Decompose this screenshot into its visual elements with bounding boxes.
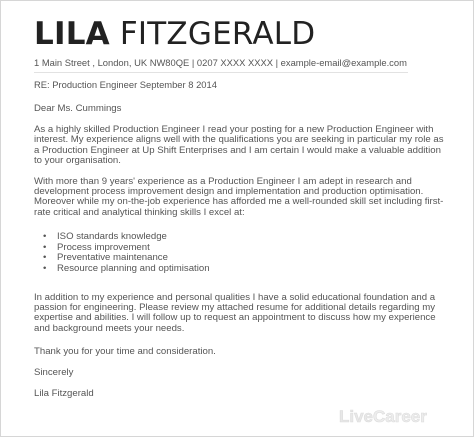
paragraph-line: With more than 9 years' experience as a Production Engineer I am adept in research and: [34, 175, 412, 187]
contact-line: 1 Main Street , London, UK NW80QE | 0207 XXXX XXXX | example-email@example.com: [34, 57, 408, 73]
skill-label: Resource planning and optimisation: [57, 263, 210, 275]
paragraph-experience: [34, 177, 446, 219]
applicant-first-name: LILA: [34, 16, 110, 52]
signature-name: Lila Fitzgerald: [34, 388, 94, 400]
list-item: [43, 264, 446, 275]
bullet-icon: •: [43, 241, 47, 253]
watermark-logo-icon: [339, 406, 461, 426]
paragraph-line: In addition to my experience and personal qualities I have a solid educational foundation and a: [34, 291, 436, 303]
paragraph-line: expertise and abilities. I will follow up to request an appointment to discuss how my experience: [34, 312, 436, 324]
skill-label: Preventative maintenance: [57, 252, 168, 264]
skill-label: Process improvement: [57, 241, 150, 253]
paragraph-line: Moreover while my on-the-job experience has afforded me a well-rounded skill set including first-: [34, 196, 444, 208]
paragraph-line: a Production Engineer at Up Shift Enterprises and I am certain I would make a valuable addition: [34, 144, 441, 156]
skills-list: [43, 232, 446, 274]
bullet-icon: •: [43, 231, 47, 243]
paragraph-line: rate critical and analytical thinking skills I excel at:: [34, 206, 245, 218]
paragraph-line: to your organisation.: [34, 155, 121, 167]
paragraph-intro: [34, 125, 446, 167]
thank-you-line: Thank you for your time and consideration.: [34, 346, 216, 358]
paragraph-line: and background meets your needs.: [34, 322, 185, 334]
paragraph-line: As a highly skilled Production Engineer I read your posting for a new Production Engineer with: [34, 124, 434, 135]
svg-text:Career: Career: [373, 407, 427, 426]
bullet-icon: •: [43, 263, 47, 275]
bullet-icon: •: [43, 252, 47, 264]
paragraph-line: passion for engineering. Please review my attached resume for additional details regarding my: [34, 302, 436, 314]
subject-line: RE: Production Engineer September 8 2014: [34, 79, 217, 90]
closing: Sincerely: [34, 367, 74, 379]
livecareer-watermark-logo: [339, 406, 461, 426]
paragraph-line: development process improvement design and implementation and production optimisation.: [34, 186, 424, 198]
skill-label: ISO standards knowledge: [57, 231, 167, 243]
paragraph-qualities: [34, 293, 446, 335]
salutation: Dear Ms. Cummings: [34, 103, 122, 114]
paragraph-line: interest. My experience aligns well with the qualifications you are seeking in particular my role as: [34, 134, 444, 146]
applicant-last-name: FITZGERALD: [119, 16, 316, 52]
cover-letter: [34, 17, 446, 400]
applicant-name: [34, 17, 446, 51]
svg-text:Live: Live: [339, 407, 374, 426]
